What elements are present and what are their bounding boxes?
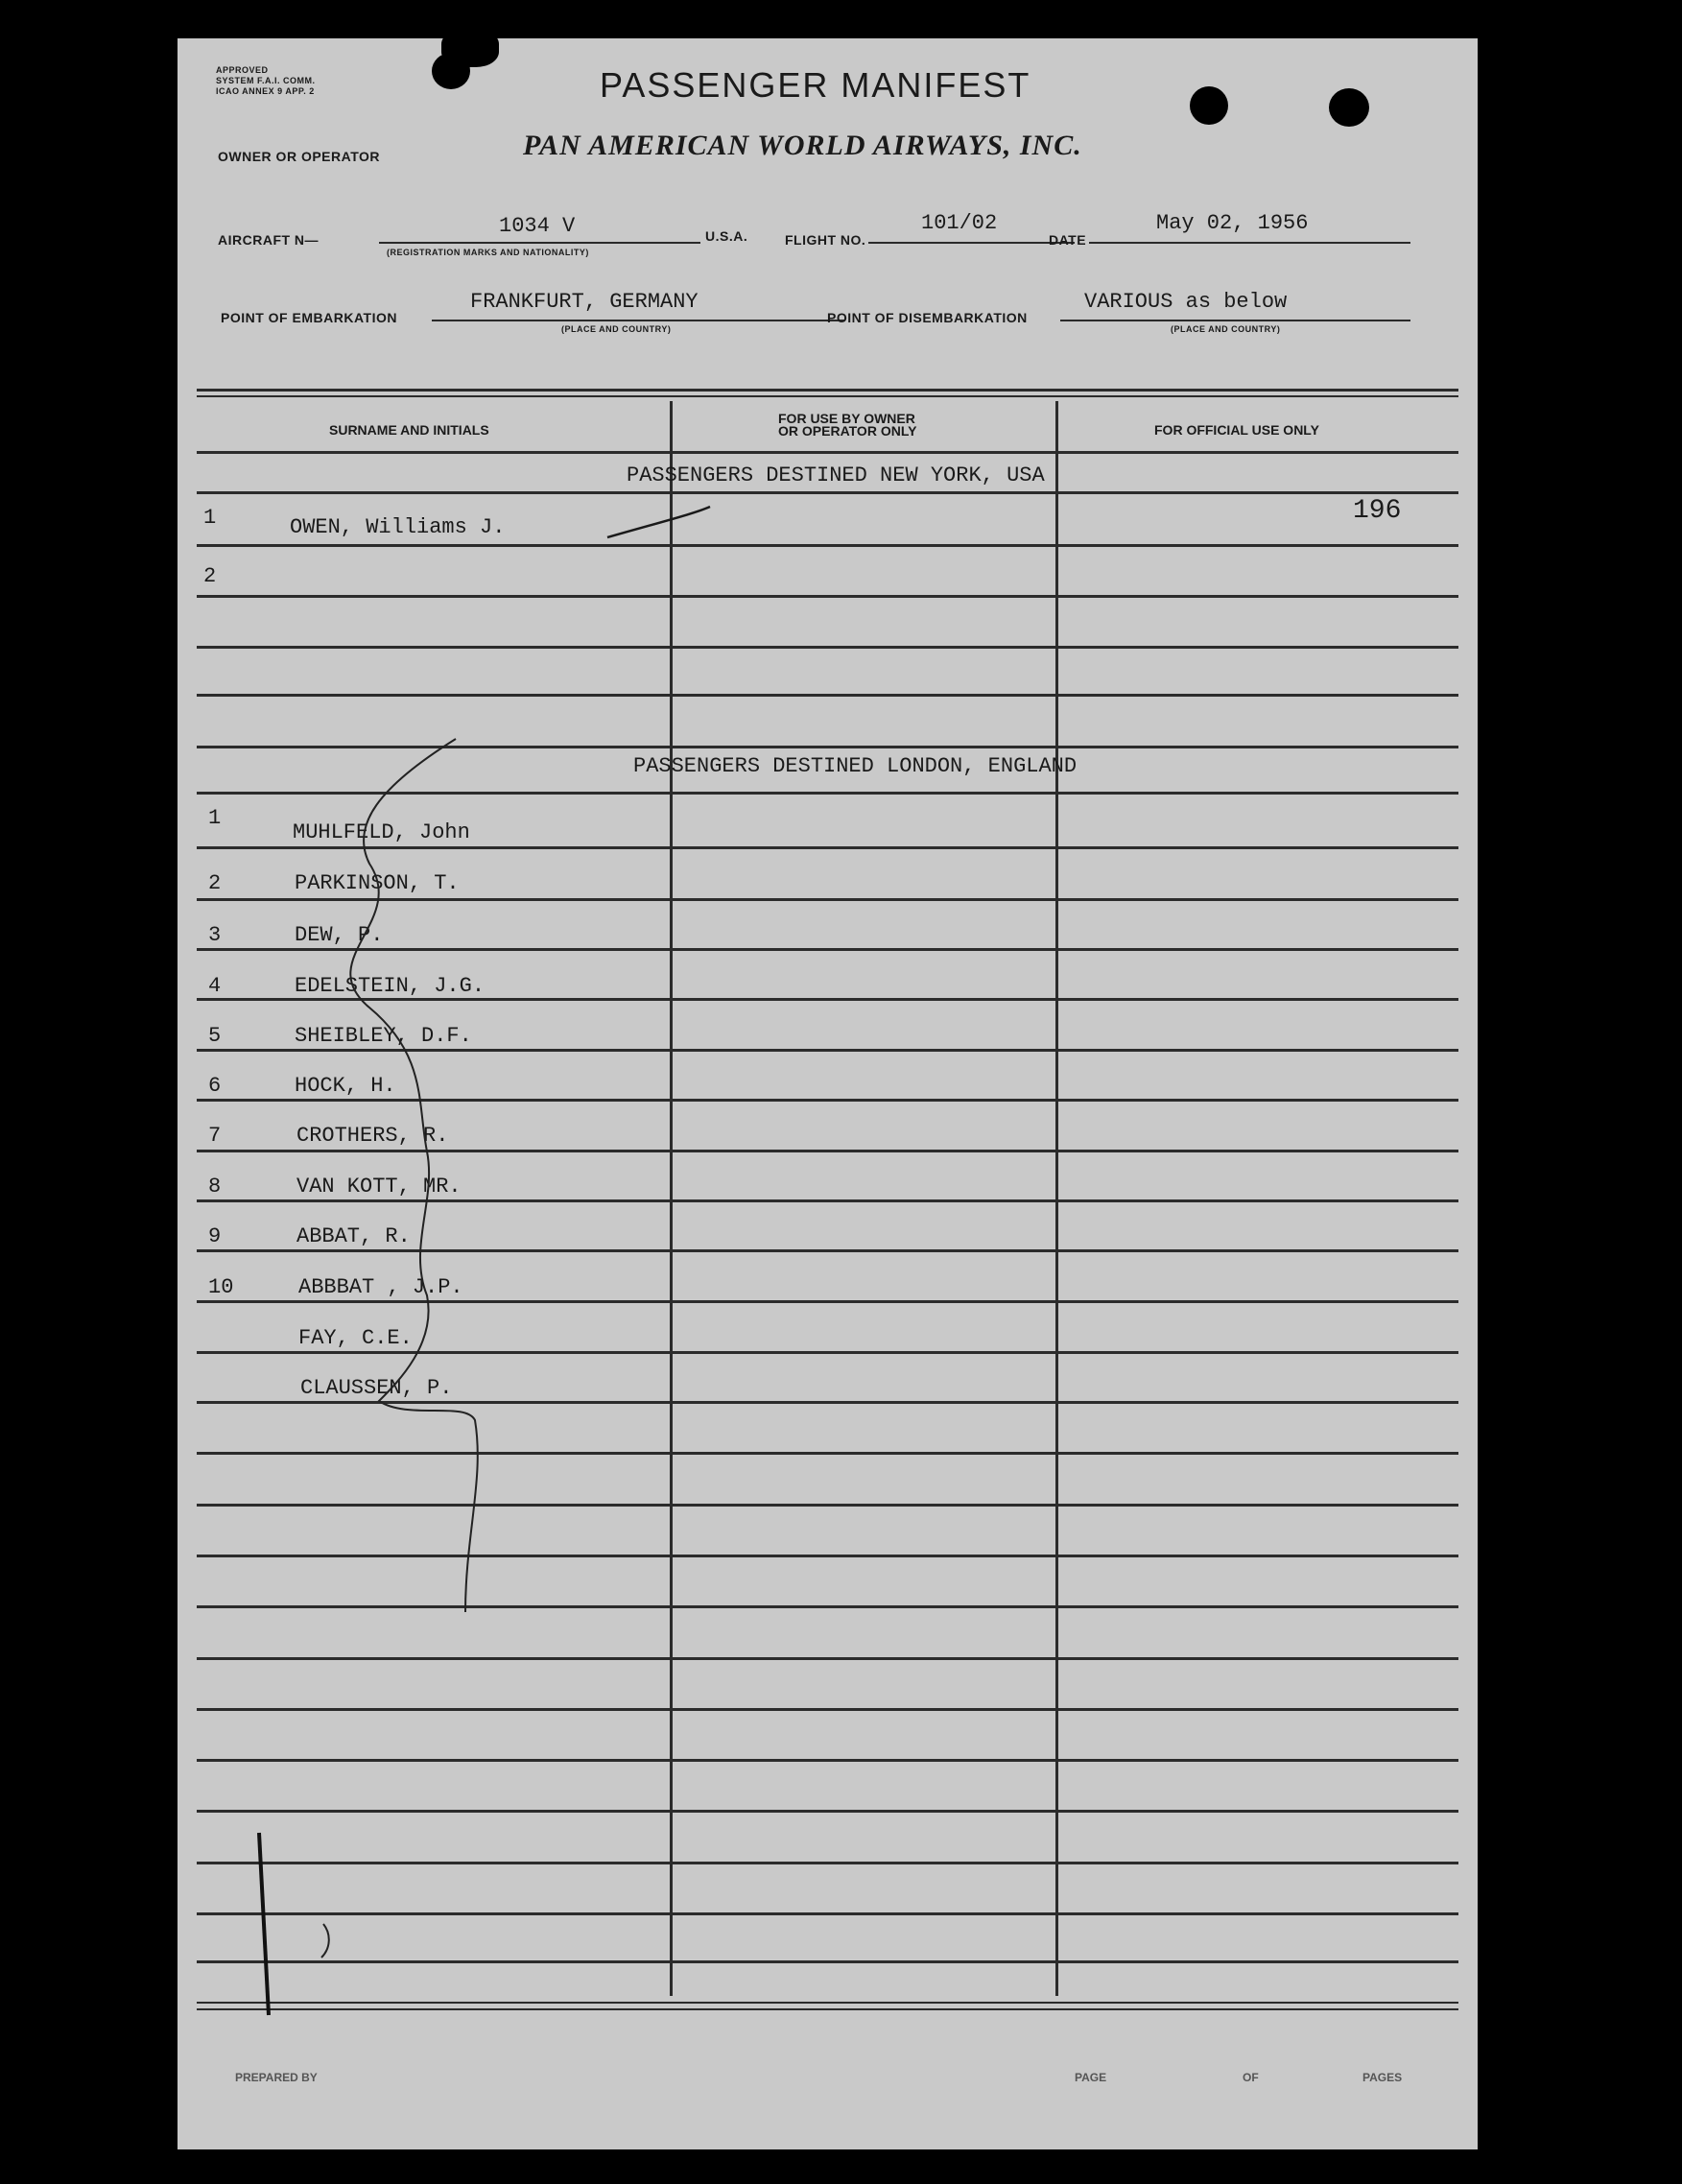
aircraft-value: 1034 V bbox=[499, 214, 576, 238]
manifest-page bbox=[178, 38, 1478, 2149]
row-number: 9 bbox=[208, 1224, 222, 1248]
table-row-rule bbox=[197, 1657, 1458, 1660]
passenger-name: EDELSTEIN, J.G. bbox=[295, 974, 486, 998]
official-mark: 196 bbox=[1353, 496, 1402, 526]
table-row-rule bbox=[197, 1452, 1458, 1455]
hook-stroke bbox=[321, 1924, 329, 1958]
tick-stroke bbox=[607, 507, 710, 537]
table-row-rule bbox=[197, 2002, 1458, 2004]
col-header-surname: SURNAME AND INITIALS bbox=[329, 422, 489, 438]
passenger-name: ABBAT, R. bbox=[296, 1224, 411, 1248]
table-row-rule bbox=[197, 846, 1458, 849]
punch-hole bbox=[441, 29, 499, 67]
table-row-rule bbox=[197, 1401, 1458, 1404]
flight-label: FLIGHT NO. bbox=[785, 232, 866, 248]
passenger-name: CROTHERS, R. bbox=[296, 1124, 449, 1148]
company-name: PAN AMERICAN WORLD AIRWAYS, INC. bbox=[523, 130, 1082, 161]
table-row-rule bbox=[197, 544, 1458, 547]
row-number: 3 bbox=[208, 923, 222, 947]
table-row-rule bbox=[197, 948, 1458, 951]
passenger-name: PARKINSON, T. bbox=[295, 871, 460, 895]
table-row-rule bbox=[197, 1300, 1458, 1303]
date-underline bbox=[1089, 242, 1410, 244]
flight-underline bbox=[868, 242, 1075, 244]
footer-pages: PAGES bbox=[1362, 2071, 1403, 2084]
table-row-rule bbox=[197, 1199, 1458, 1202]
row-number: 2 bbox=[203, 564, 217, 588]
table-row-rule bbox=[197, 1605, 1458, 1608]
passenger-name: ABBBAT , J.P. bbox=[298, 1275, 463, 1299]
passenger-name: VAN KOTT, MR. bbox=[296, 1175, 462, 1199]
row-number: 2 bbox=[208, 871, 222, 895]
table-row-rule bbox=[197, 646, 1458, 649]
table-row-rule bbox=[197, 1708, 1458, 1711]
aircraft-underline bbox=[379, 242, 700, 244]
table-row-rule bbox=[197, 491, 1458, 494]
embarkation-underline bbox=[432, 320, 844, 321]
table-row-rule bbox=[197, 1049, 1458, 1052]
row-number: 7 bbox=[208, 1124, 222, 1148]
footer-page: PAGE bbox=[1075, 2071, 1107, 2084]
table-row-rule bbox=[197, 595, 1458, 598]
table-row-rule bbox=[197, 2008, 1458, 2010]
footer-prepared: PREPARED BY bbox=[235, 2071, 318, 2084]
col-divider-2 bbox=[1055, 401, 1058, 1996]
aircraft-country: U.S.A. bbox=[705, 228, 748, 244]
col-header-official: FOR OFFICIAL USE ONLY bbox=[1154, 422, 1319, 438]
header-bottom-rule bbox=[197, 451, 1458, 454]
footer-of: OF bbox=[1243, 2071, 1259, 2084]
row-number: 1 bbox=[203, 506, 217, 530]
disembarkation-sublabel: (PLACE AND COUNTRY) bbox=[1171, 324, 1281, 334]
row-number: 1 bbox=[208, 806, 222, 830]
table-row-rule bbox=[197, 746, 1458, 748]
table-row-rule bbox=[197, 1912, 1458, 1915]
approval-line: SYSTEM F.A.I. COMM. bbox=[216, 76, 316, 85]
date-label: DATE bbox=[1049, 232, 1087, 248]
disembarkation-value: VARIOUS as below bbox=[1084, 290, 1288, 314]
table-row-rule bbox=[197, 1504, 1458, 1507]
section-new-york: PASSENGERS DESTINED NEW YORK, USA bbox=[627, 463, 1045, 487]
date-value: May 02, 1956 bbox=[1156, 211, 1309, 235]
margin-stroke bbox=[259, 1833, 269, 2015]
col-header-owner-2: OR OPERATOR ONLY bbox=[778, 423, 917, 439]
table-row-rule bbox=[197, 1555, 1458, 1557]
embarkation-sublabel: (PLACE AND COUNTRY) bbox=[561, 324, 672, 334]
col-divider-1 bbox=[670, 401, 673, 1996]
punch-hole bbox=[1329, 88, 1369, 127]
punch-hole bbox=[1190, 86, 1228, 125]
table-row-rule bbox=[197, 998, 1458, 1001]
header-rule bbox=[197, 395, 1458, 397]
approval-line: ICAO ANNEX 9 APP. 2 bbox=[216, 86, 315, 96]
row-number: 6 bbox=[208, 1074, 222, 1098]
table-row-rule bbox=[197, 1351, 1458, 1354]
table-row-rule bbox=[197, 1099, 1458, 1102]
table-row-rule bbox=[197, 1810, 1458, 1813]
page-title: PASSENGER MANIFEST bbox=[600, 65, 1031, 105]
section-london: PASSENGERS DESTINED LONDON, ENGLAND bbox=[633, 754, 1078, 778]
row-number: 10 bbox=[208, 1275, 234, 1299]
header-rule bbox=[197, 389, 1458, 392]
row-number: 4 bbox=[208, 974, 222, 998]
embarkation-value: FRANKFURT, GERMANY bbox=[470, 290, 699, 314]
table-row-rule bbox=[197, 1249, 1458, 1252]
table-row-rule bbox=[197, 1960, 1458, 1963]
passenger-name: SHEIBLEY, D.F. bbox=[295, 1024, 472, 1048]
aircraft-sublabel: (REGISTRATION MARKS AND NATIONALITY) bbox=[387, 248, 589, 257]
table-row-rule bbox=[197, 1759, 1458, 1762]
table-row-rule bbox=[197, 792, 1458, 795]
aircraft-label: AIRCRAFT N— bbox=[218, 232, 320, 248]
table-row-rule bbox=[197, 898, 1458, 901]
approval-line: APPROVED bbox=[216, 65, 269, 75]
passenger-name: HOCK, H. bbox=[295, 1074, 396, 1098]
owner-label: OWNER OR OPERATOR bbox=[218, 149, 380, 164]
row-number: 5 bbox=[208, 1024, 222, 1048]
passenger-name: CLAUSSEN, P. bbox=[300, 1376, 453, 1400]
passenger-name: DEW, P. bbox=[295, 923, 384, 947]
col-header-owner-1: FOR USE BY OWNER bbox=[778, 411, 915, 426]
disembarkation-underline bbox=[1060, 320, 1410, 321]
embarkation-label: POINT OF EMBARKATION bbox=[221, 310, 397, 325]
table-row-rule bbox=[197, 1862, 1458, 1864]
table-row-rule bbox=[197, 694, 1458, 697]
table-row-rule bbox=[197, 1150, 1458, 1152]
flight-value: 101/02 bbox=[921, 211, 998, 235]
passenger-name: FAY, C.E. bbox=[298, 1326, 413, 1350]
passenger-name: MUHLFELD, John bbox=[293, 820, 470, 844]
passenger-name: OWEN, Williams J. bbox=[290, 515, 506, 539]
disembarkation-label: POINT OF DISEMBARKATION bbox=[827, 310, 1028, 325]
row-number: 8 bbox=[208, 1175, 222, 1199]
